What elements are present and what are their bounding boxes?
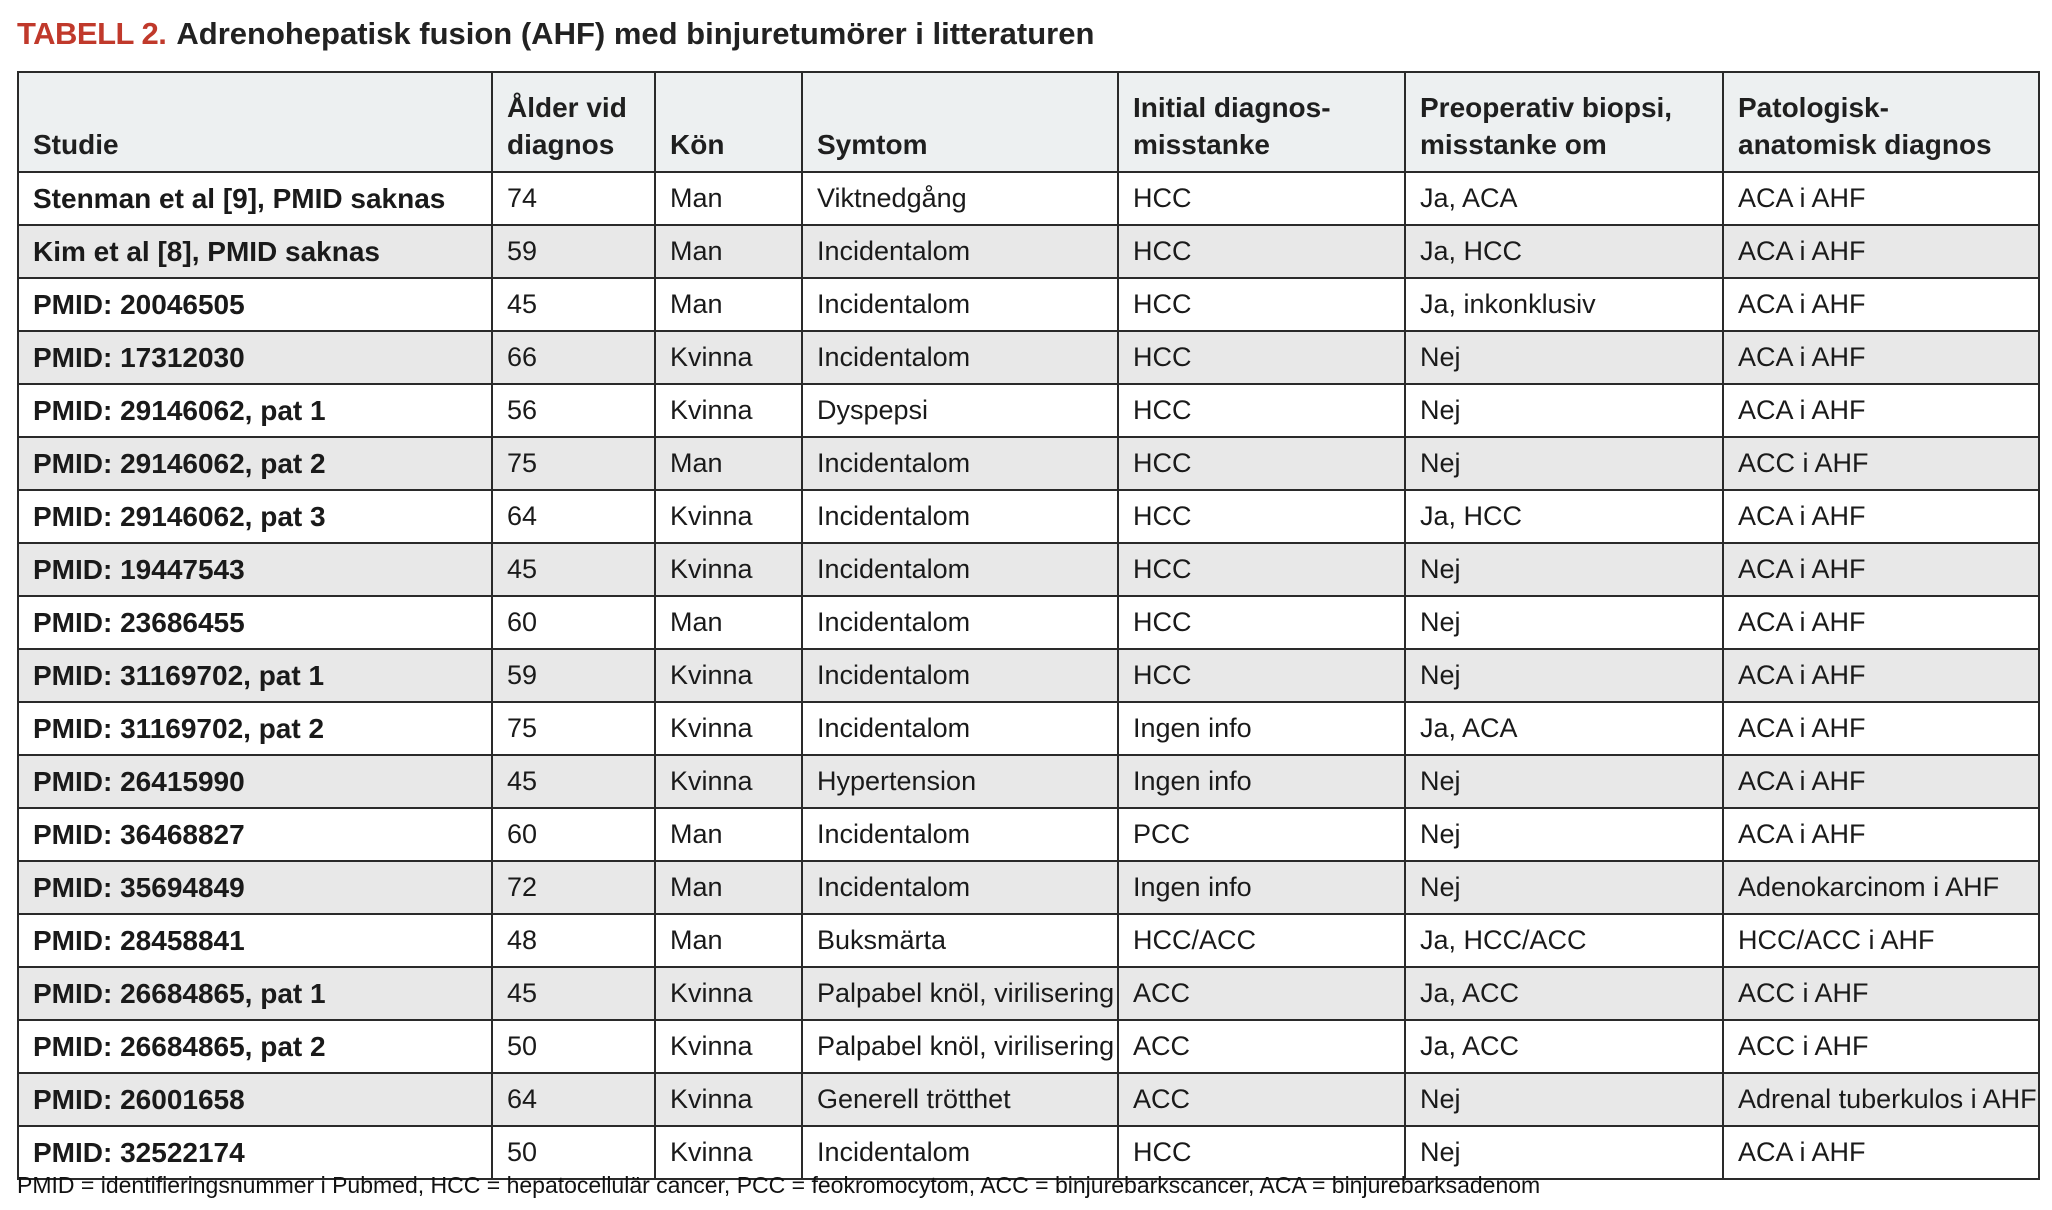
table-title	[17, 10, 1094, 58]
cell-col-study: Stenman et al [9], PMID saknas	[18, 172, 492, 225]
cell-col-symptom: Incidentalom	[802, 331, 1118, 384]
cell-col-sex: Kvinna	[655, 967, 802, 1020]
cell-col-sex: Kvinna	[655, 649, 802, 702]
cell-col-symptom: Incidentalom	[802, 861, 1118, 914]
table-row	[18, 861, 2039, 914]
cell-col-sex: Kvinna	[655, 490, 802, 543]
cell-col-biopsy: Ja, ACA	[1405, 172, 1723, 225]
header-col-age: Ålder vid diagnos	[492, 72, 655, 172]
cell-col-sex: Man	[655, 861, 802, 914]
cell-col-biopsy: Nej	[1405, 384, 1723, 437]
table-number-label: TABELL 2.	[17, 16, 167, 51]
cell-col-sex: Kvinna	[655, 1073, 802, 1126]
cell-col-pathology: ACA i AHF	[1723, 649, 2039, 702]
table-row	[18, 543, 2039, 596]
cell-col-sex: Man	[655, 278, 802, 331]
cell-col-study: PMID: 26001658	[18, 1073, 492, 1126]
cell-col-initial-suspicion: HCC	[1118, 1126, 1405, 1179]
cell-col-pathology: HCC/ACC i AHF	[1723, 914, 2039, 967]
cell-col-age: 45	[492, 967, 655, 1020]
cell-col-pathology: ACA i AHF	[1723, 225, 2039, 278]
cell-col-sex: Man	[655, 914, 802, 967]
cell-col-pathology: ACA i AHF	[1723, 278, 2039, 331]
cell-col-age: 74	[492, 172, 655, 225]
cell-col-study: PMID: 26415990	[18, 755, 492, 808]
cell-col-initial-suspicion: HCC	[1118, 384, 1405, 437]
header-col-initial-suspicion: Initial diagnos- misstanke	[1118, 72, 1405, 172]
header-col-symptom: Symtom	[802, 72, 1118, 172]
cell-col-biopsy: Nej	[1405, 808, 1723, 861]
cell-col-biopsy: Ja, inkonklusiv	[1405, 278, 1723, 331]
table-row	[18, 1073, 2039, 1126]
table-row	[18, 384, 2039, 437]
cell-col-pathology: Adrenal tuberkulos i AHF	[1723, 1073, 2039, 1126]
cell-col-initial-suspicion: HCC/ACC	[1118, 914, 1405, 967]
cell-col-age: 45	[492, 278, 655, 331]
cell-col-biopsy: Nej	[1405, 649, 1723, 702]
cell-col-study: PMID: 32522174	[18, 1126, 492, 1179]
cell-col-biopsy: Nej	[1405, 596, 1723, 649]
cell-col-sex: Kvinna	[655, 755, 802, 808]
cell-col-age: 45	[492, 543, 655, 596]
cell-col-age: 50	[492, 1020, 655, 1073]
table-row	[18, 1020, 2039, 1073]
cell-col-age: 75	[492, 702, 655, 755]
cell-col-study: PMID: 26684865, pat 2	[18, 1020, 492, 1073]
cell-col-age: 72	[492, 861, 655, 914]
cell-col-pathology: ACA i AHF	[1723, 543, 2039, 596]
cell-col-initial-suspicion: Ingen info	[1118, 755, 1405, 808]
cell-col-study: PMID: 20046505	[18, 278, 492, 331]
cell-col-sex: Kvinna	[655, 702, 802, 755]
cell-col-study: PMID: 23686455	[18, 596, 492, 649]
table-row	[18, 225, 2039, 278]
table-caption: Adrenohepatisk fusion (AHF) med binjuretumörer i litteraturen	[176, 16, 1095, 51]
cell-col-pathology: ACA i AHF	[1723, 755, 2039, 808]
cell-col-pathology: ACC i AHF	[1723, 1020, 2039, 1073]
cell-col-initial-suspicion: Ingen info	[1118, 861, 1405, 914]
cell-col-symptom: Incidentalom	[802, 649, 1118, 702]
cell-col-age: 56	[492, 384, 655, 437]
cell-col-biopsy: Nej	[1405, 437, 1723, 490]
cell-col-symptom: Generell trötthet	[802, 1073, 1118, 1126]
cell-col-initial-suspicion: HCC	[1118, 331, 1405, 384]
cell-col-initial-suspicion: ACC	[1118, 1020, 1405, 1073]
cell-col-age: 59	[492, 225, 655, 278]
cell-col-sex: Man	[655, 172, 802, 225]
cell-col-study: PMID: 29146062, pat 1	[18, 384, 492, 437]
cell-col-biopsy: Ja, ACC	[1405, 967, 1723, 1020]
cell-col-pathology: ACC i AHF	[1723, 437, 2039, 490]
cell-col-initial-suspicion: Ingen info	[1118, 702, 1405, 755]
cell-col-study: PMID: 31169702, pat 2	[18, 702, 492, 755]
cell-col-symptom: Incidentalom	[802, 437, 1118, 490]
cell-col-sex: Kvinna	[655, 543, 802, 596]
cell-col-pathology: ACA i AHF	[1723, 331, 2039, 384]
cell-col-age: 60	[492, 596, 655, 649]
cell-col-age: 50	[492, 1126, 655, 1179]
cell-col-pathology: ACA i AHF	[1723, 1126, 2039, 1179]
cell-col-biopsy: Nej	[1405, 861, 1723, 914]
cell-col-pathology: ACC i AHF	[1723, 967, 2039, 1020]
cell-col-initial-suspicion: HCC	[1118, 172, 1405, 225]
cell-col-initial-suspicion: ACC	[1118, 967, 1405, 1020]
table-row	[18, 755, 2039, 808]
cell-col-study: PMID: 36468827	[18, 808, 492, 861]
cell-col-initial-suspicion: HCC	[1118, 225, 1405, 278]
cell-col-age: 48	[492, 914, 655, 967]
cell-col-biopsy: Ja, HCC	[1405, 225, 1723, 278]
cell-col-pathology: ACA i AHF	[1723, 384, 2039, 437]
cell-col-age: 66	[492, 331, 655, 384]
cell-col-biopsy: Nej	[1405, 331, 1723, 384]
cell-col-pathology: ACA i AHF	[1723, 808, 2039, 861]
cell-col-age: 45	[492, 755, 655, 808]
cell-col-symptom: Buksmärta	[802, 914, 1118, 967]
cell-col-age: 59	[492, 649, 655, 702]
cell-col-initial-suspicion: HCC	[1118, 649, 1405, 702]
cell-col-biopsy: Nej	[1405, 1073, 1723, 1126]
cell-col-pathology: Adenokarcinom i AHF	[1723, 861, 2039, 914]
cell-col-study: PMID: 35694849	[18, 861, 492, 914]
literature-table	[17, 71, 2040, 1180]
table-row	[18, 967, 2039, 1020]
cell-col-symptom: Viktnedgång	[802, 172, 1118, 225]
table-row	[18, 914, 2039, 967]
table-row	[18, 649, 2039, 702]
cell-col-age: 60	[492, 808, 655, 861]
table-row	[18, 490, 2039, 543]
cell-col-initial-suspicion: HCC	[1118, 490, 1405, 543]
table-row	[18, 437, 2039, 490]
cell-col-biopsy: Nej	[1405, 543, 1723, 596]
cell-col-initial-suspicion: ACC	[1118, 1073, 1405, 1126]
table-row	[18, 278, 2039, 331]
cell-col-biopsy: Ja, HCC	[1405, 490, 1723, 543]
cell-col-biopsy: Nej	[1405, 755, 1723, 808]
cell-col-biopsy: Ja, ACA	[1405, 702, 1723, 755]
cell-col-study: PMID: 17312030	[18, 331, 492, 384]
cell-col-pathology: ACA i AHF	[1723, 596, 2039, 649]
cell-col-study: PMID: 31169702, pat 1	[18, 649, 492, 702]
table-row	[18, 702, 2039, 755]
footnote: PMID = identifieringsnummer i Pubmed, HCC = hepatocellulär cancer, PCC = feokromocytom, ACC = binjurebarkscancer, ACA = binjurebarksadenom	[17, 1172, 1541, 1198]
cell-col-symptom: Palpabel knöl, virilisering	[802, 1020, 1118, 1073]
cell-col-initial-suspicion: PCC	[1118, 808, 1405, 861]
cell-col-symptom: Incidentalom	[802, 596, 1118, 649]
table-row	[18, 331, 2039, 384]
header-col-sex: Kön	[655, 72, 802, 172]
header-col-study: Studie	[18, 72, 492, 172]
cell-col-pathology: ACA i AHF	[1723, 490, 2039, 543]
cell-col-age: 64	[492, 1073, 655, 1126]
cell-col-biopsy: Ja, ACC	[1405, 1020, 1723, 1073]
cell-col-sex: Man	[655, 596, 802, 649]
cell-col-study: PMID: 29146062, pat 2	[18, 437, 492, 490]
cell-col-initial-suspicion: HCC	[1118, 278, 1405, 331]
cell-col-sex: Man	[655, 808, 802, 861]
cell-col-study: PMID: 26684865, pat 1	[18, 967, 492, 1020]
cell-col-study: PMID: 28458841	[18, 914, 492, 967]
cell-col-sex: Kvinna	[655, 1126, 802, 1179]
cell-col-symptom: Incidentalom	[802, 1126, 1118, 1179]
cell-col-symptom: Incidentalom	[802, 808, 1118, 861]
cell-col-symptom: Incidentalom	[802, 278, 1118, 331]
cell-col-sex: Kvinna	[655, 1020, 802, 1073]
cell-col-sex: Man	[655, 437, 802, 490]
cell-col-study: PMID: 29146062, pat 3	[18, 490, 492, 543]
cell-col-initial-suspicion: HCC	[1118, 543, 1405, 596]
cell-col-symptom: Incidentalom	[802, 702, 1118, 755]
cell-col-symptom: Incidentalom	[802, 225, 1118, 278]
cell-col-biopsy: Nej	[1405, 1126, 1723, 1179]
cell-col-pathology: ACA i AHF	[1723, 172, 2039, 225]
cell-col-initial-suspicion: HCC	[1118, 596, 1405, 649]
cell-col-age: 75	[492, 437, 655, 490]
cell-col-symptom: Palpabel knöl, virilisering	[802, 967, 1118, 1020]
cell-col-sex: Man	[655, 225, 802, 278]
header-col-pathology: Patologisk- anatomisk diagnos	[1723, 72, 2039, 172]
cell-col-biopsy: Ja, HCC/ACC	[1405, 914, 1723, 967]
header-col-biopsy: Preoperativ biopsi, misstanke om	[1405, 72, 1723, 172]
cell-col-age: 64	[492, 490, 655, 543]
cell-col-symptom: Hypertension	[802, 755, 1118, 808]
table-row	[18, 596, 2039, 649]
table-row	[18, 808, 2039, 861]
header-row	[18, 72, 2039, 172]
cell-col-sex: Kvinna	[655, 384, 802, 437]
cell-col-pathology: ACA i AHF	[1723, 702, 2039, 755]
cell-col-study: Kim et al [8], PMID saknas	[18, 225, 492, 278]
cell-col-symptom: Incidentalom	[802, 543, 1118, 596]
cell-col-study: PMID: 19447543	[18, 543, 492, 596]
cell-col-initial-suspicion: HCC	[1118, 437, 1405, 490]
cell-col-symptom: Dyspepsi	[802, 384, 1118, 437]
cell-col-symptom: Incidentalom	[802, 490, 1118, 543]
table-body	[18, 172, 2039, 1179]
table-row	[18, 172, 2039, 225]
cell-col-sex: Kvinna	[655, 331, 802, 384]
